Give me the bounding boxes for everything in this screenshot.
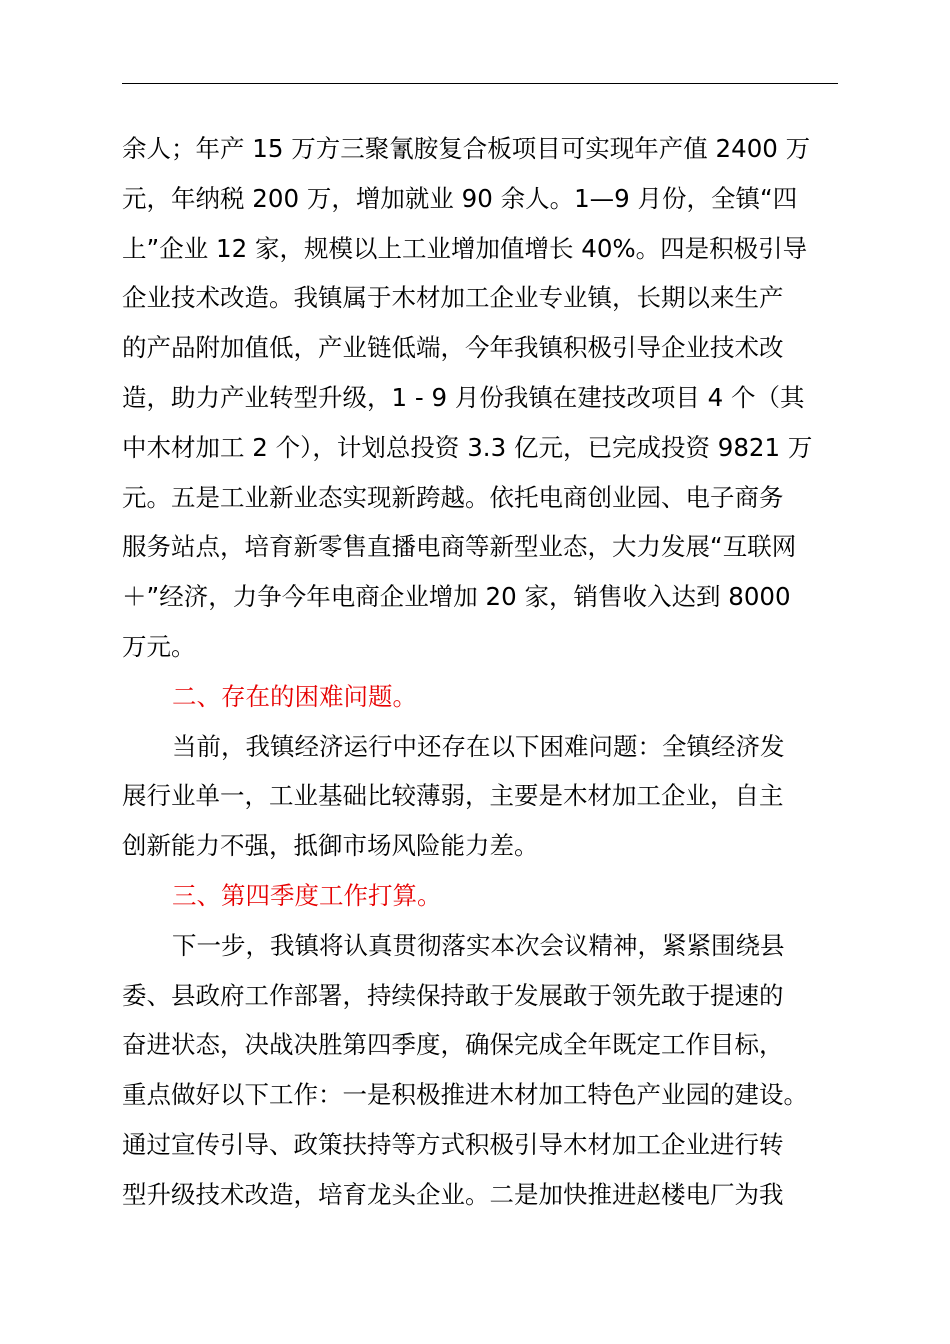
text-line: 上”企业 12 家，规模以上工业增加值增长 40%。四是积极引导 bbox=[122, 233, 808, 263]
text-line: 型升级技术改造，培育龙头企业。二是加快推进赵楼电厂为我 bbox=[122, 1179, 784, 1209]
text-line: 委、县政府工作部署，持续保持敢于发展敢于领先敢于提速的 bbox=[122, 980, 784, 1010]
text-line: 展行业单一，工业基础比较薄弱，主要是木材加工企业，自主 bbox=[122, 781, 784, 811]
text-line: 奋进状态，决战决胜第四季度，确保完成全年既定工作目标， bbox=[122, 1030, 784, 1060]
section-heading-difficulties: 二、存在的困难问题。 bbox=[172, 681, 417, 711]
text-line: 元。五是工业新业态实现新跨越。依托电商创业园、电子商务 bbox=[122, 482, 784, 512]
document-body bbox=[122, 124, 838, 1220]
text-line: ＋”经济，力争今年电商企业增加 20 家，销售收入达到 8000 bbox=[122, 582, 791, 612]
text-line: 企业技术改造。我镇属于木材加工企业专业镇，长期以来生产 bbox=[122, 283, 784, 313]
text-line: 重点做好以下工作：一是积极推进木材加工特色产业园的建设。 bbox=[122, 1080, 808, 1110]
text-line: 创新能力不强，抵御市场风险能力差。 bbox=[122, 831, 539, 861]
text-line: 服务站点，培育新零售直播电商等新型业态，大力发展“互联网 bbox=[122, 532, 797, 562]
text-line: 通过宣传引导、政策扶持等方式积极引导木材加工企业进行转 bbox=[122, 1129, 784, 1159]
section-heading-q4-plan: 三、第四季度工作打算。 bbox=[172, 880, 442, 910]
text-line: 元，年纳税 200 万，增加就业 90 余人。1—9 月份，全镇“四 bbox=[122, 183, 798, 213]
text-line: 中木材加工 2 个），计划总投资 3.3 亿元，已完成投资 9821 万 bbox=[122, 432, 813, 462]
text-line: 万元。 bbox=[122, 631, 196, 661]
paragraph-start-line: 下一步，我镇将认真贯彻落实本次会议精神，紧紧围绕县 bbox=[172, 930, 785, 960]
paragraph-start-line: 当前，我镇经济运行中还存在以下困难问题：全镇经济发 bbox=[172, 731, 785, 761]
text-line: 的产品附加值低，产业链低端，今年我镇积极引导企业技术改 bbox=[122, 333, 784, 363]
header-rule bbox=[122, 83, 838, 84]
text-line: 余人；年产 15 万方三聚氰胺复合板项目可实现年产值 2400 万 bbox=[122, 134, 811, 163]
text-line: 造，助力产业转型升级，1 - 9 月份我镇在建技改项目 4 个（其 bbox=[122, 382, 805, 412]
